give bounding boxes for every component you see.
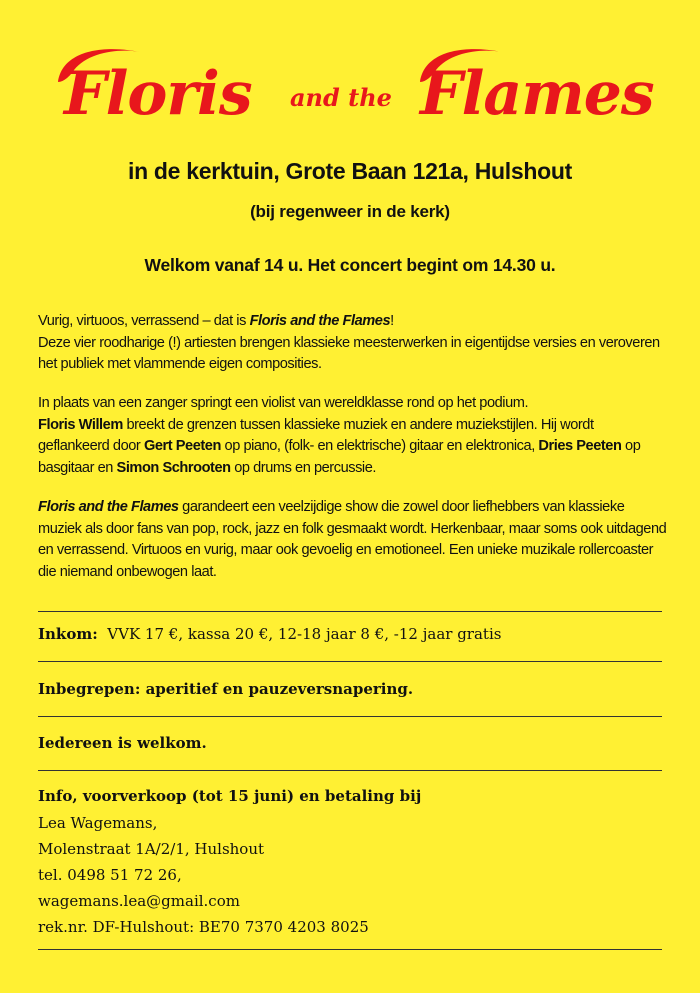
- divider: [38, 661, 662, 662]
- intro-paragraph: [38, 311, 668, 376]
- member-dries: Dries Peeten: [538, 438, 622, 454]
- divider: [38, 716, 662, 717]
- members-text3: op basgitaar en: [38, 438, 641, 476]
- member-simon: Simon Schrooten: [116, 459, 231, 476]
- show-paragraph: [38, 497, 668, 583]
- contact-phone: tel. 0498 51 72 26,: [38, 866, 182, 884]
- contact-street: Molenstraat 1A/2/1, Hulshout: [38, 840, 265, 858]
- band-name-emphasis: Floris and the Flames: [249, 313, 391, 329]
- members-text1: breekt de grenzen tussen klassieke muziek en andere muziekstijlen. Hij wordt geflankeerd door: [38, 416, 594, 454]
- member-gert: Gert Peeten: [143, 438, 221, 454]
- contact-email: wagemans.lea@gmail.com: [38, 892, 240, 910]
- members-text2: op piano, (folk- en elektrische) gitaar en elektronica,: [220, 438, 539, 454]
- divider: [38, 770, 662, 771]
- intro-lead: Vurig, virtuoos, verrassend – dat is: [38, 313, 250, 329]
- entry-prices: [38, 625, 668, 643]
- divider: [38, 949, 662, 950]
- entry-value: VVK 17 €, kassa 20 €, 12-18 jaar 8 €, -12 jaar gratis: [107, 625, 502, 643]
- info-heading: [38, 787, 668, 805]
- intro-line2: Deze vier roodharige (!) artiesten brengen klassieke meesterwerken in eigentijdse versies en veroveren het publiek met vlammende eigen composities.: [38, 334, 660, 372]
- members-paragraph: [38, 393, 668, 479]
- logo-word-floris: Floris: [64, 59, 252, 129]
- contact-name: Lea Wagemans,: [38, 814, 158, 832]
- members-intro: In plaats van een zanger springt een violist van wereldklasse rond op het podium.: [38, 395, 529, 411]
- everyone-note: [38, 734, 668, 752]
- info-heading-text: Info, voorverkoop (tot 15 juni) en betaling bij: [38, 787, 422, 805]
- intro-end: !: [390, 313, 394, 329]
- everyone-text: Iedereen is welkom.: [38, 734, 207, 752]
- band-logo: [0, 30, 700, 130]
- show-text: garandeert een veelzijdige show die zowel door liefhebbers van klassieke muziek als door fans van pop, rock, jazz en folk gesmaakt wordt. Herkenbaar, maar soms ook uitdagend en verrassend. Virtuoos en vurig, maar ook gevoelig en emotioneel. Een unieke muzikale rollercoaster die niemand onbewogen laat.: [38, 499, 667, 580]
- logo-word-flames: Flames: [420, 59, 654, 129]
- rain-note: (bij regenweer in de kerk): [250, 202, 450, 221]
- member-floris: Floris Willem: [38, 416, 123, 433]
- welcome-time: Welkom vanaf 14 u. Het concert begint om 14.30 u.: [144, 255, 556, 275]
- venue-line: in de kerktuin, Grote Baan 121a, Hulshout: [128, 158, 572, 184]
- show-band-name: Floris and the Flames: [38, 499, 179, 515]
- contact-account: rek.nr. DF-Hulshout: BE70 7370 4203 8025: [38, 918, 369, 936]
- included-note: [38, 680, 668, 698]
- logo-word-and-the: and the: [290, 83, 392, 112]
- entry-label: Inkom:: [38, 625, 98, 643]
- included-text: Inbegrepen: aperitief en pauzeversnapering.: [38, 680, 414, 698]
- divider: [38, 611, 662, 612]
- members-text4: op drums en percussie.: [230, 459, 376, 476]
